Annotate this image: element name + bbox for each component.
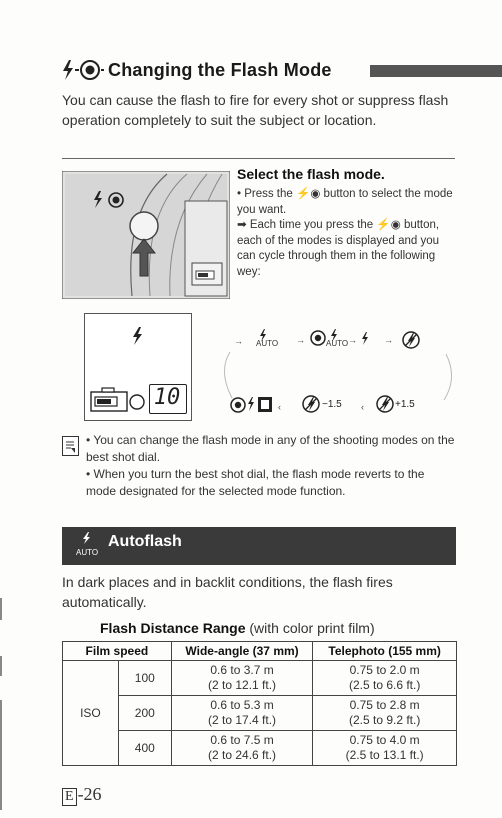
divider <box>62 158 455 159</box>
autoflash-paragraph: In dark places and in backlit conditions, the flash fires automatically. <box>62 574 393 610</box>
lcd-panel <box>84 313 192 421</box>
step-arrow-text: ➡ Each time you press the ⚡◉ button, each of the modes is displayed and you can cycle through them in the following wey: <box>237 219 440 278</box>
table-header-row <box>63 642 457 661</box>
svg-text:→: → <box>384 335 393 345</box>
tele-cell: 0.75 to 4.0 m (2.5 to 13.1 ft.) <box>313 731 457 766</box>
page-prefix: E <box>62 788 77 806</box>
banner-auto-label: AUTO <box>76 548 99 557</box>
speed-cell: 200 <box>118 696 171 731</box>
header-wide: Wide-angle (37 mm) <box>171 642 313 661</box>
flash-redeye-icon <box>60 58 104 82</box>
frame-counter: 10 <box>153 385 181 410</box>
flash-distance-table <box>62 641 457 766</box>
wide-cell: 0.6 to 3.7 m (2 to 12.1 ft.) <box>171 661 313 696</box>
flash-icon <box>131 326 145 346</box>
iso-cell: ISO <box>63 661 119 766</box>
plus-comp-label: +1.5 <box>395 399 415 410</box>
flash-redeye-icon <box>92 190 128 210</box>
camera-illustration <box>62 171 230 299</box>
intro-paragraph: You can cause the flash to fire for every shot or suppress flash operation completely to suit the subject or location. <box>62 92 449 128</box>
speed-cell: 400 <box>118 731 171 766</box>
page-number <box>62 784 102 806</box>
margin-line-mid <box>0 656 2 676</box>
notes <box>86 432 456 500</box>
svg-text:‹: ‹ <box>361 402 364 412</box>
distance-title-rest: (with color print film) <box>245 620 375 636</box>
mode-cycle-diagram <box>218 316 458 426</box>
margin-line-top <box>0 598 2 620</box>
tele-cell: 0.75 to 2.8 m (2.5 to 9.2 ft.) <box>313 696 457 731</box>
title-bar <box>370 65 502 77</box>
svg-text:→: → <box>234 336 243 346</box>
section-heading <box>60 58 332 82</box>
banner-title: Autoflash <box>108 533 182 550</box>
auto-label: AUTO <box>256 339 279 348</box>
step-bullet: • Press the ⚡◉ button to select the mode you want. <box>237 188 453 216</box>
flash-icon <box>80 531 94 545</box>
step-instructions <box>237 187 457 280</box>
table-row <box>63 661 457 696</box>
header-film-speed: Film speed <box>63 642 172 661</box>
minus-comp-label: −1.5 <box>322 399 342 410</box>
redeye-auto-label: AUTO <box>326 339 349 348</box>
memo-icon <box>62 436 79 456</box>
page-num: -26 <box>77 784 102 804</box>
header-tele: Telephoto (155 mm) <box>313 642 457 661</box>
svg-text:→: → <box>296 335 305 345</box>
distance-title <box>100 620 375 636</box>
wide-cell: 0.6 to 7.5 m (2 to 24.6 ft.) <box>171 731 313 766</box>
table-row <box>63 696 457 731</box>
distance-title-bold: Flash Distance Range <box>100 620 246 636</box>
svg-text:→: → <box>348 335 357 345</box>
note-item: • When you turn the best shot dial, the flash mode reverts to the mode designated for the selected mode function. <box>86 467 425 498</box>
battery-icon <box>90 386 148 414</box>
svg-text:‹: ‹ <box>278 402 281 412</box>
wide-cell: 0.6 to 5.3 m (2 to 17.4 ft.) <box>171 696 313 731</box>
margin-line-bottom <box>0 700 2 810</box>
table-row <box>63 731 457 766</box>
note-item: • You can change the flash mode in any of the shooting modes on the best shot dial. <box>86 433 455 464</box>
tele-cell: 0.75 to 2.0 m (2.5 to 6.6 ft.) <box>313 661 457 696</box>
page-title: Changing the Flash Mode <box>108 59 332 80</box>
step-heading: Select the flash mode. <box>237 166 385 182</box>
speed-cell: 100 <box>118 661 171 696</box>
